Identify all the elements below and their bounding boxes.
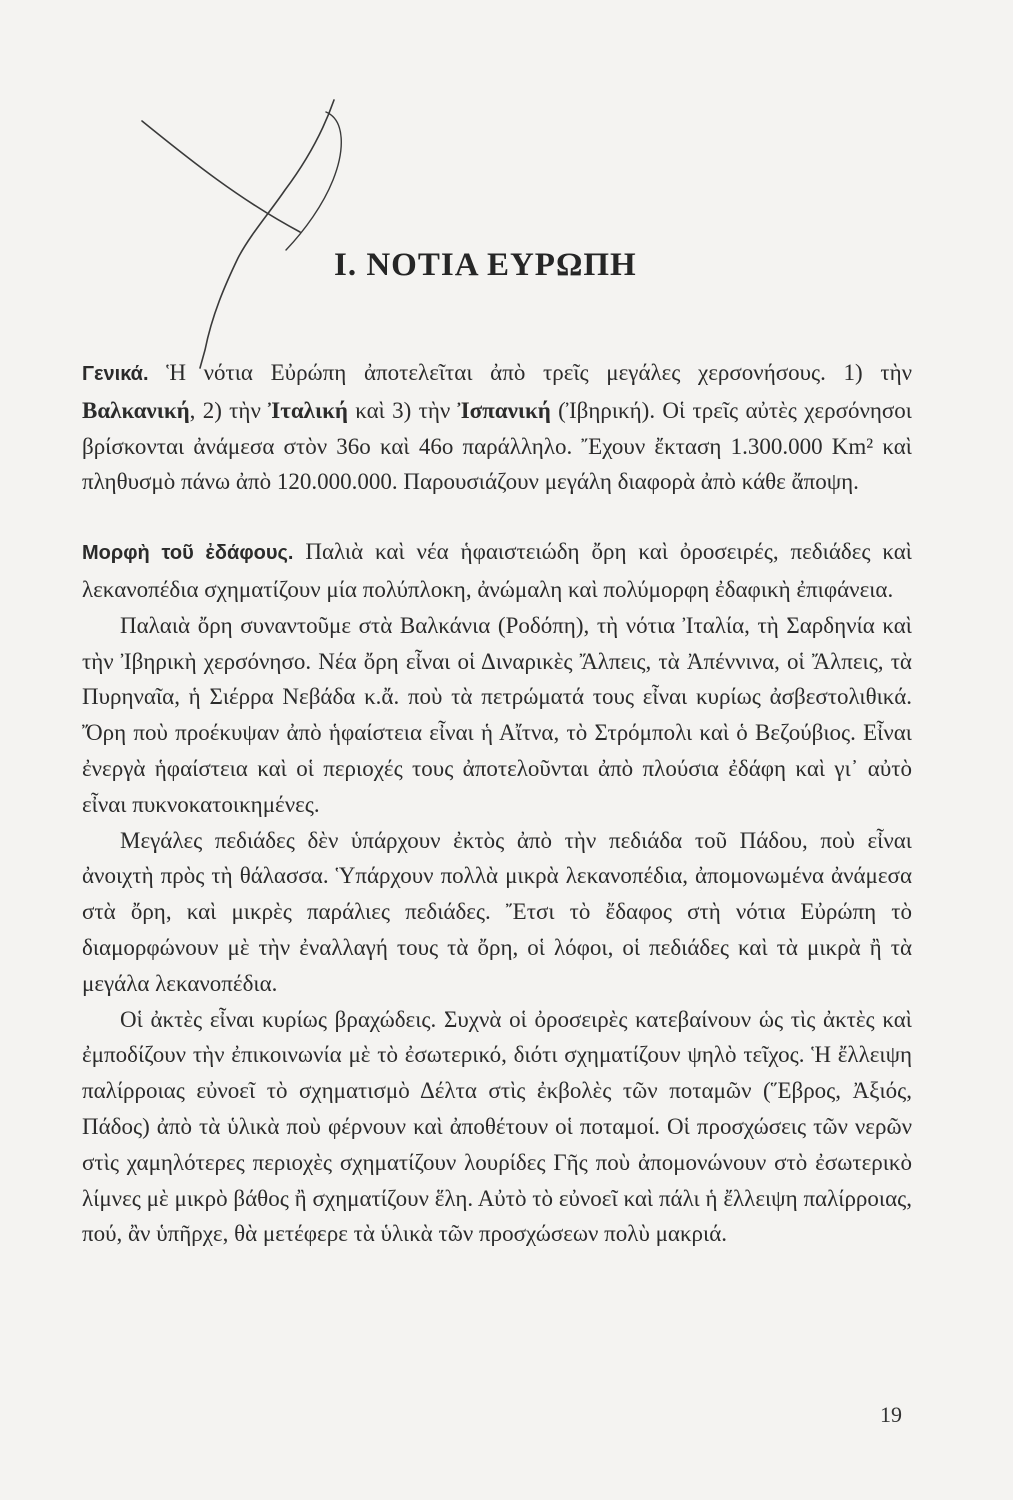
general-text-3: καὶ 3) τὴν <box>347 397 458 423</box>
section-heading-relief: Μορφὴ τοῦ ἐδάφους. <box>82 542 294 565</box>
term-balkan: Βαλκανική <box>82 397 190 423</box>
relief-intro-text: Παλιὰ καὶ νέα ἡφαιστειώδη ὄρη καὶ ὀροσειρές, πεδιάδες καὶ λεκανοπέδια σχηματίζουν μία πολύπλοκη, ἀνώμαλη καὶ πολύμορφη ἐδαφικὴ ἐπιφάνεια. <box>82 539 912 602</box>
page-number: 19 <box>880 1402 902 1427</box>
general-text-1: Ἡ νότια Εὐρώπη ἀποτελεῖται ἀπὸ τρεῖς μεγάλες χερσονήσους. 1) τὴν <box>148 360 912 385</box>
general-text-4: (Ἰβηρική). Οἱ τρεῖς αὐτὲς χερσόνησοι βρίσκονται ἀνάμεσα στὸν 36ο καὶ 46ο παράλληλο. Ἔχουν ἔκταση 1.300.000 Km² καὶ πληθυσμὸ πάνω ἀπὸ 120.000.000. Παρουσιάζουν μεγάλη διαφορὰ ἀπὸ κάθε ἄποψη. <box>82 397 912 495</box>
paragraph-coasts: Οἱ ἀκτὲς εἶναι κυρίως βραχώδεις. Συχνὰ οἱ ὀροσειρὲς κατεβαίνουν ὡς τὶς ἀκτὲς καὶ ἐμποδίζουν τὴν ἐπικοινωνία μὲ τὸ ἐσωτερικό, διότι σχηματίζουν ψηλὸ τεῖχος. Ἡ ἔλλειψη παλίρροιας εὐνοεῖ τὸ σχηματισμὸ Δέλτα στὶς ἐκβολὲς τῶν ποταμῶν (Ἕβρος, Ἀξιός, Πάδος) ἀπὸ τὰ ὑλικὰ ποὺ φέρνουν καὶ ἀποθέτουν οἱ ποταμοί. Οἱ προσχώσεις τῶν νερῶν στὶς χαμηλότερες περιοχὲς σχηματίζουν λουρίδες Γῆς ποὺ ἀπομονώνουν στὸ ἐσωτερικὸ λίμνες μὲ μικρὸ βάθος ἢ σχηματίζουν ἕλη. Αὐτὸ τὸ εὐνοεῖ καὶ πάλι ἡ ἔλλειψη παλίρροιας, πού, ἂν ὑπῆρχε, θὰ μετέφερε τὰ ὑλικὰ τῶν προσχώσεων πολὺ μακριά. <box>82 1006 912 1247</box>
paragraph-plains: Μεγάλες πεδιάδες δὲν ὑπάρχουν ἐκτὸς ἀπὸ τὴν πεδιάδα τοῦ Πάδου, ποὺ εἶναι ἀνοιχτὴ πρὸς τὴ θάλασσα. Ὑπάρχουν πολλὰ μικρὰ λεκανοπέδια, ἀπομονωμένα ἀνάμεσα στὰ ὄρη, καὶ μικρὲς παράλιες πεδιάδες. Ἔτσι τὸ ἔδαφος στὴ νότια Εὐρώπη τὸ διαμορφώνουν μὲ τὴν ἐναλλαγή τους τὰ ὄρη, οἱ λόφοι, οἱ πεδιάδες καὶ τὰ μικρὰ ἢ τὰ μεγάλα λεκανοπέδια. <box>82 827 912 996</box>
chapter-title: Ι. ΝΟΤΙΑ ΕΥΡΩΠΗ <box>334 247 637 283</box>
term-spanish: Ἰσπανική <box>457 397 551 423</box>
paragraph-mountains: Παλαιὰ ὄρη συναντοῦμε στὰ Βαλκάνια (Ροδόπη), τὴ νότια Ἰταλία, τὴ Σαρδηνία καὶ τὴν Ἰβηρικὴ χερσόνησο. Νέα ὄρη εἶναι οἱ Διναρικὲς Ἄλπεις, τὰ Ἀπέννινα, οἱ Ἄλπεις, τὰ Πυρηναῖα, ἡ Σιέρρα Νεβάδα κ.ἄ. ποὺ τὰ πετρώματά τους εἶναι κυρίως ἀσβεστολιθικά. Ὄρη ποὺ προέκυψαν ἀπὸ ἡφαίστεια εἶναι ἡ Αἴτνα, τὸ Στρόμπολι καὶ ὁ Βεζούβιος. Εἶναι ἐνεργὰ ἡφαίστεια καὶ οἱ περιοχές τους ἀποτελοῦνται ἀπὸ πλούσια ἐδάφη καὶ γι᾿ αὐτὸ εἶναι πυκνοκατοικημένες. <box>82 612 912 817</box>
section-heading-general: Γενικά. <box>82 363 149 385</box>
paragraph-relief-intro <box>82 534 912 608</box>
handwritten-check-mark <box>0 0 420 390</box>
body-text <box>82 355 912 1252</box>
paragraph-general <box>82 355 912 500</box>
term-italian: Ἰταλική <box>268 397 348 423</box>
general-text-2: , 2) τὴν <box>189 397 269 423</box>
